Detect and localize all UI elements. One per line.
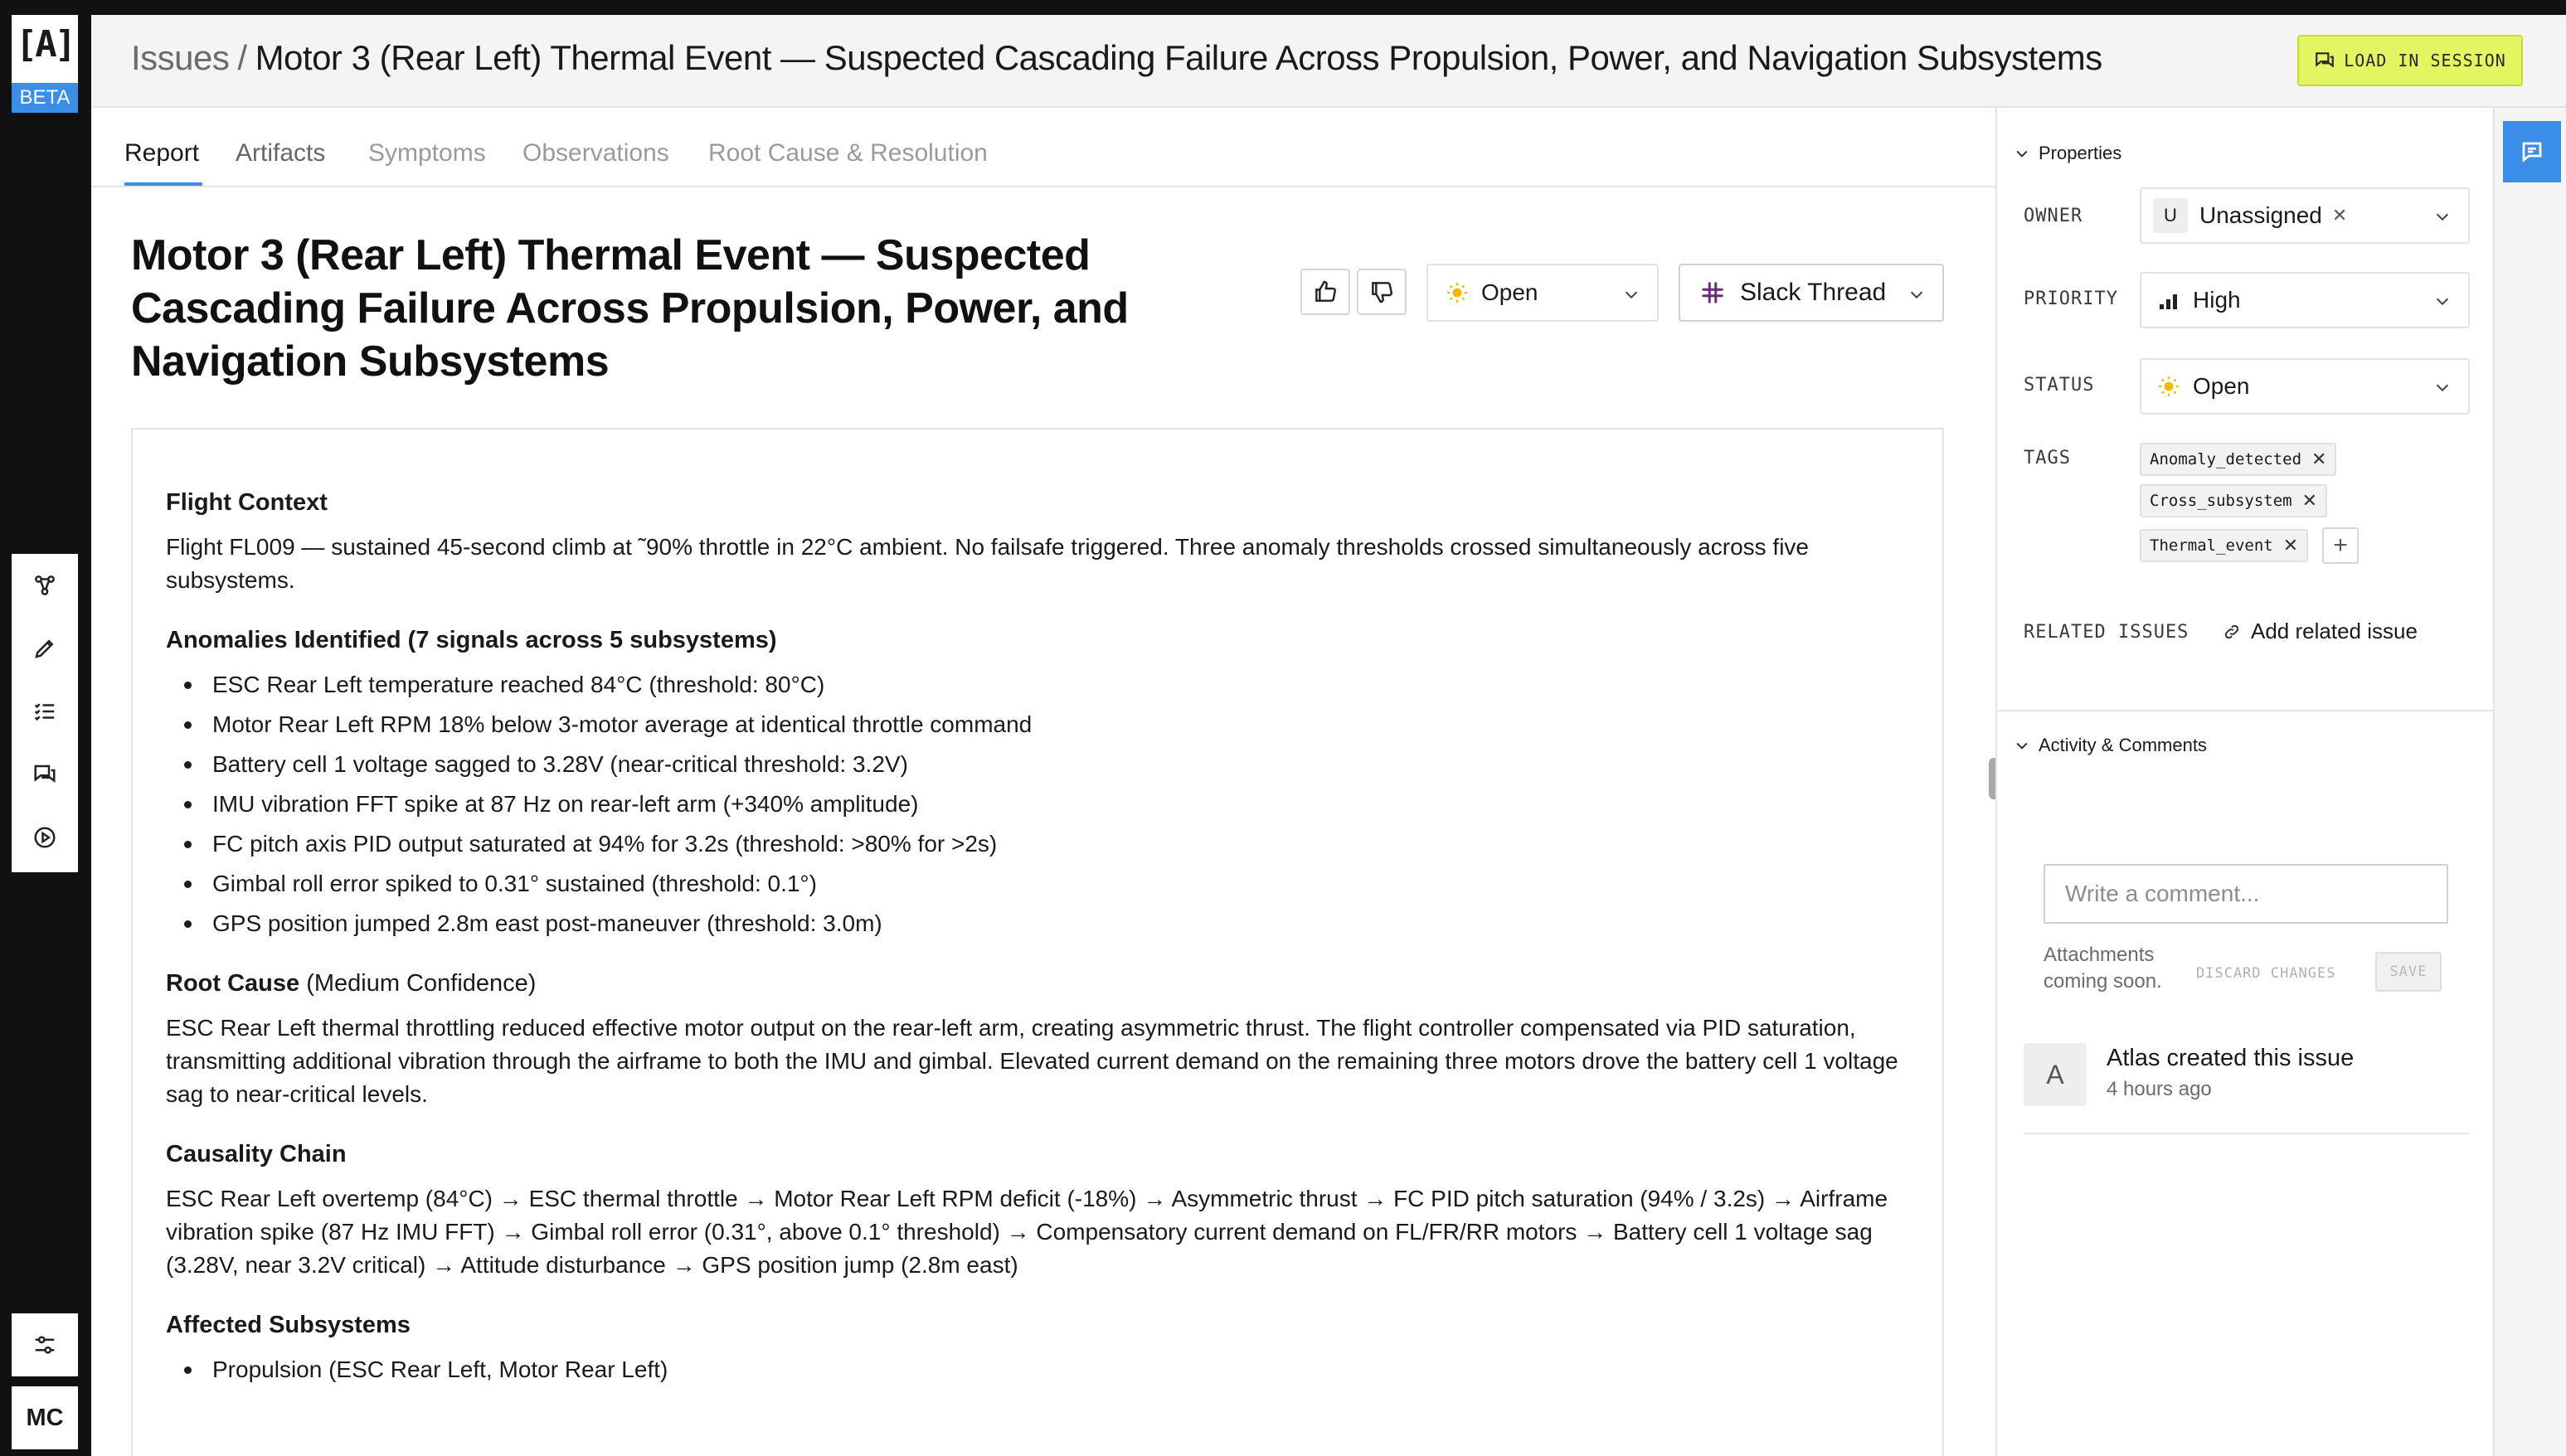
- app-window: [91, 15, 2566, 1456]
- beta-badge: BETA: [12, 83, 78, 113]
- flight-context-text: Flight FL009 — sustained 45-second climb at ˜90% throttle in 22°C ambient. No failsafe triggered. Three anomaly thresholds crossed simultaneously across five subsystems.: [166, 534, 1809, 593]
- rail-nav: [12, 554, 78, 872]
- user-avatar[interactable]: MC: [12, 1386, 78, 1449]
- anomalies-heading: Anomalies Identified (7 signals across 5 subsystems): [166, 627, 777, 653]
- status-dropdown[interactable]: [1426, 264, 1659, 322]
- add-related-issue-link[interactable]: [2223, 619, 2418, 644]
- tag-chip[interactable]: [2140, 529, 2308, 562]
- owner-select[interactable]: [2140, 187, 2470, 244]
- tag-label: Thermal_event: [2150, 536, 2273, 555]
- list-item: Motor Rear Left RPM 18% below 3-motor average at identical throttle command: [166, 708, 1916, 741]
- signal-bars-icon: [2158, 289, 2183, 311]
- list-item: Propulsion (ESC Rear Left, Motor Rear Left): [166, 1353, 1916, 1386]
- list-item: ESC Rear Left temperature reached 84°C (threshold: 80°C): [166, 668, 1916, 701]
- chevron-down-icon: [2433, 378, 2452, 396]
- remove-tag-icon[interactable]: ✕: [2282, 535, 2299, 556]
- breadcrumb-current: Motor 3 (Rear Left) Thermal Event — Suspected Cascading Failure Across Propulsion, Power, and Navigation Subsystems: [255, 38, 2102, 77]
- list-item: FC pitch axis PID output saturated at 94% for 3.2s (threshold: >80% for >2s): [166, 827, 1916, 861]
- load-in-session-button[interactable]: [2297, 35, 2523, 86]
- causality-text: ESC Rear Left overtemp (84°C) → ESC thermal throttle → Motor Rear Left RPM deficit (-18%) → Asymmetric thrust → FC PID pitch saturation (94% / 3.2s) → Airframe vibration spike (87 Hz IMU FFT) → Gimbal roll error (0.31°, above 0.1° threshold) → Compensatory current demand on FL/FR/RR motors → Battery cell 1 voltage sag (3.28V, near 3.2V critical) → Attitude disturbance → GPS position jump (2.8m east): [166, 1186, 1888, 1278]
- tags-label: TAGS: [2024, 448, 2071, 468]
- slack-thread-label: Slack Thread: [1740, 279, 1887, 306]
- attachments-note: Attachments coming soon.: [2044, 944, 2162, 993]
- discard-changes-button[interactable]: DISCARD CHANGES: [2196, 965, 2336, 982]
- sun-icon: [1446, 282, 1468, 303]
- anomalies-list: [166, 668, 1916, 940]
- pencil-icon: [32, 636, 57, 661]
- status-select-value: Open: [2193, 373, 2250, 399]
- list-item: GPS position jumped 2.8m east post-maneuver (threshold: 3.0m): [166, 907, 1916, 940]
- status-value: Open: [1481, 279, 1538, 305]
- chevron-down-icon: [2433, 207, 2452, 226]
- tab-bar: [91, 108, 1995, 187]
- root-cause-confidence: (Medium Confidence): [306, 970, 537, 997]
- left-rail: [0, 0, 91, 1456]
- remove-tag-icon[interactable]: ✕: [2301, 490, 2318, 511]
- chevron-down-icon: [1622, 285, 1640, 303]
- clear-owner-icon[interactable]: ✕: [2331, 205, 2348, 226]
- comment-icon: [2520, 139, 2544, 164]
- comment-input[interactable]: [2044, 864, 2448, 924]
- chevron-down-icon: [2014, 145, 2030, 162]
- tab-report[interactable]: Report: [124, 139, 200, 167]
- sliders-icon: [32, 1332, 57, 1357]
- causality-heading: Causality Chain: [166, 1141, 347, 1167]
- workflow-icon: [32, 573, 57, 598]
- activity-entry-text: Atlas created this issue: [2107, 1045, 2355, 1071]
- chevron-down-icon: [1907, 285, 1926, 303]
- thumbs-up-icon: [1312, 279, 1339, 305]
- activity-heading: Activity & Comments: [2039, 735, 2207, 755]
- link-icon: [2223, 623, 2241, 641]
- chevron-down-icon: [2433, 292, 2452, 310]
- affected-heading: Affected Subsystems: [166, 1312, 411, 1338]
- rail-settings-button[interactable]: [12, 1313, 78, 1376]
- app-logo[interactable]: [12, 15, 78, 113]
- rail-checklist-button[interactable]: [12, 680, 78, 743]
- related-issues-label: RELATED ISSUES: [2024, 622, 2189, 643]
- report-card: [131, 428, 1944, 1456]
- priority-value: High: [2193, 287, 2241, 313]
- tag-chip[interactable]: [2140, 484, 2327, 517]
- comments-panel-toggle[interactable]: [2503, 121, 2561, 182]
- active-tab-indicator: [124, 182, 202, 186]
- add-related-issue-label: Add related issue: [2251, 619, 2418, 643]
- owner-avatar: U: [2153, 198, 2188, 233]
- chevron-down-icon: [2014, 737, 2030, 754]
- priority-label: PRIORITY: [2024, 289, 2118, 309]
- right-strip: [2493, 108, 2566, 1456]
- breadcrumb-separator: /: [237, 38, 247, 77]
- owner-value: Unassigned: [2199, 202, 2322, 228]
- chat-bubbles-icon: [2314, 50, 2335, 71]
- breadcrumb-issues-link[interactable]: Issues: [131, 38, 230, 77]
- root-cause-title: Root Cause: [166, 970, 300, 997]
- rail-edit-button[interactable]: [12, 617, 78, 680]
- tag-label: Cross_subsystem: [2150, 492, 2292, 510]
- add-tag-button[interactable]: [2322, 527, 2359, 564]
- list-item: Battery cell 1 voltage sagged to 3.28V (near-critical threshold: 3.2V): [166, 748, 1916, 781]
- tab-symptoms[interactable]: Symptoms: [368, 139, 486, 167]
- activity-divider: [2024, 1133, 2470, 1134]
- list-item: IMU vibration FFT spike at 87 Hz on rear-left arm (+340% amplitude): [166, 788, 1916, 821]
- root-cause-heading: [166, 967, 1916, 1000]
- section-divider: [1997, 710, 2495, 711]
- play-circle-icon: [32, 825, 57, 850]
- rail-workflow-button[interactable]: [12, 554, 78, 617]
- affected-list: [166, 1353, 1916, 1386]
- plus-icon: +: [2333, 531, 2348, 559]
- properties-panel: [1995, 108, 2493, 1456]
- rail-play-button[interactable]: [12, 806, 78, 869]
- report-content: [91, 189, 1990, 1456]
- list-item: Gimbal roll error spiked to 0.31° sustained (threshold: 0.1°): [166, 867, 1916, 900]
- tab-root-cause-resolution[interactable]: Root Cause & Resolution: [708, 139, 988, 167]
- top-bar: [91, 15, 2566, 108]
- chat-bubbles-icon: [32, 762, 57, 787]
- sun-icon: [2158, 376, 2180, 397]
- slack-icon: [1700, 280, 1725, 305]
- activity-avatar: A: [2024, 1043, 2087, 1106]
- logo-mark: [A]: [15, 23, 75, 66]
- save-button[interactable]: SAVE: [2375, 952, 2442, 992]
- thumbs-down-button[interactable]: [1357, 269, 1407, 315]
- properties-heading: Properties: [2039, 143, 2122, 163]
- properties-toggle[interactable]: [2014, 143, 2121, 164]
- report-body: [166, 486, 1916, 1401]
- status-select[interactable]: [2140, 358, 2470, 415]
- load-in-session-label: LOAD IN SESSION: [2344, 51, 2506, 70]
- tag-chip[interactable]: [2140, 443, 2336, 476]
- slack-thread-button[interactable]: [1679, 264, 1944, 322]
- report-title: Motor 3 (Rear Left) Thermal Event — Suspected Cascading Failure Across Propulsion, Power, and Navigation Subsystems: [131, 231, 1129, 386]
- thumbs-down-icon: [1368, 279, 1395, 305]
- breadcrumb: [131, 38, 2102, 78]
- tab-artifacts[interactable]: Artifacts: [236, 139, 326, 167]
- status-label: STATUS: [2024, 375, 2095, 396]
- activity-toggle[interactable]: [2014, 735, 2207, 756]
- remove-tag-icon[interactable]: ✕: [2311, 449, 2327, 469]
- checklist-icon: [32, 699, 57, 724]
- rail-chat-button[interactable]: [12, 743, 78, 806]
- owner-label: OWNER: [2024, 206, 2083, 226]
- tag-label: Anomaly_detected: [2150, 450, 2302, 468]
- root-cause-text: ESC Rear Left thermal throttling reduced effective motor output on the rear-left arm, creating asymmetric thrust. The flight controller compensated via PID saturation, transmitting additional vibration through the airframe to both the IMU and gimbal. Elevated current demand on the remaining three motors drove the battery cell 1 voltage sag to near-critical levels.: [166, 1015, 1898, 1107]
- priority-select[interactable]: [2140, 272, 2470, 328]
- flight-context-heading: Flight Context: [166, 489, 328, 516]
- tab-observations[interactable]: Observations: [522, 139, 669, 167]
- thumbs-up-button[interactable]: [1300, 269, 1350, 315]
- activity-entry-time: 4 hours ago: [2107, 1078, 2212, 1100]
